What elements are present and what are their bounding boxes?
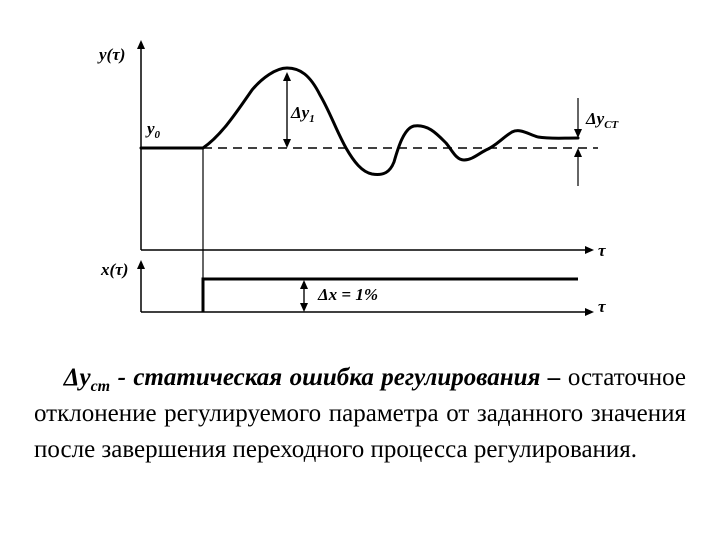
response-curve [141, 68, 578, 175]
dyct-label: $\Delta y_{CT}$ [586, 109, 619, 131]
caption [34, 360, 686, 468]
dx-label: Δx = 1% [318, 285, 379, 304]
dy1-label: $\Delta y_1$ [291, 103, 315, 125]
y0-label: $y_0$ [147, 119, 161, 141]
caption-rest: остаточное отклонение регулируемого параметра от заданного значения после завершения переходного процесса регулирования. [34, 364, 687, 463]
caption-definition: - статическая ошибка регулирования – [117, 364, 561, 391]
upper-axis-label: y(τ) [99, 45, 126, 64]
step-input-signal [203, 279, 578, 312]
time-label-upper: τ [598, 241, 606, 260]
caption-term: $\Delta y_{ст}$ [63, 364, 111, 395]
time-label-lower: τ [598, 297, 606, 316]
lower-axis-label: x(τ) [101, 260, 129, 279]
